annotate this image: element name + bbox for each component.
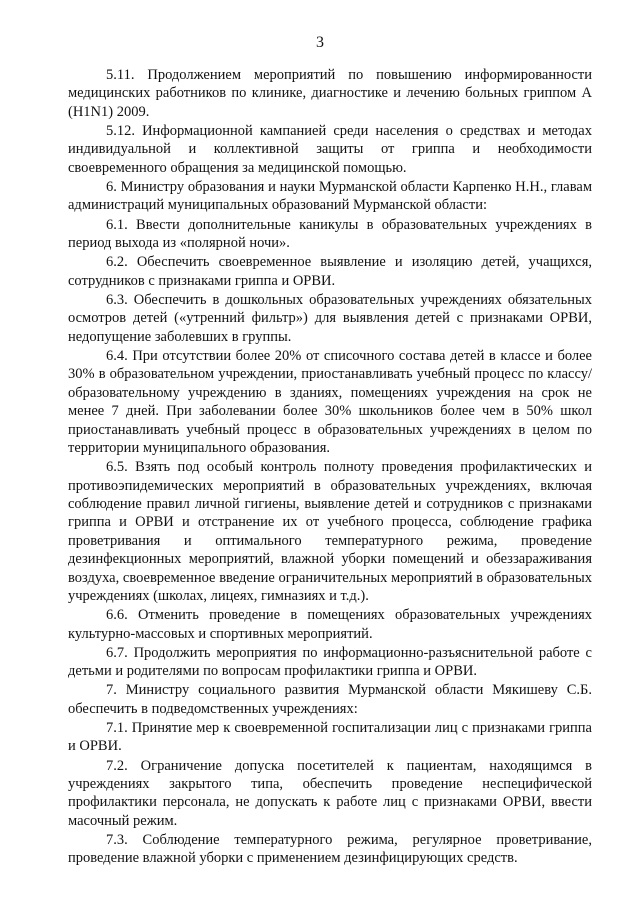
paragraph-6-5: 6.5. Взять под особый контроль полноту проведения профилактических и противоэпидемических мероприятий в образовательных учреждениях, включая соблюдение правил личной гигиены, выявление детей и сотрудников с признаками гриппа и ОРВИ и отстранение их от учебного процесса, соблюдение графика проветривания и оптимального температурного режима, проведение дезинфекционных мероприятий, влажной уборки помещений и обеззараживания воздуха, своевременное введение ограничительных мероприятий в образовательных учреждениях (школах, лицеях, гимназиях и т.д.). <box>68 459 592 604</box>
paragraph-6-6: 6.6. Отменить проведение в помещениях образовательных учреждениях культурно-массовых и спортивных мероприятий. <box>68 607 592 642</box>
paragraph-5-12: 5.12. Информационной кампанией среди населения о средствах и методах индивидуальной и коллективной защиты от гриппа и необходимости своевременного обращения за медицинской помощью. <box>68 123 592 176</box>
paragraph-6-7: 6.7. Продолжить мероприятия по информационно-разъяснительной работе с детьми и родителями по вопросам профилактики гриппа и ОРВИ. <box>68 644 592 680</box>
paragraph-6-4: 6.4. При отсутствии более 20% от списочного состава детей в классе и более 30% в образовательном учреждении, приостанавливать учебный процесс по классу/образовательному учреждению в зданиях, помещениях учреждения на срок не менее 7 дней. При заболевании более 30% школьников более чем в 50% школ приостанавливать учебный процесс в образовательных учреждениях в целом по территории муниципального образования. <box>68 347 592 456</box>
paragraph-7-1: 7.1. Принятие мер к своевременной госпитализации лиц с признаками гриппа и ОРВИ. <box>68 719 592 755</box>
paragraph-7-3: 7.3. Соблюдение температурного режима, регулярное проветривание, проведение влажной уборки с применением дезинфицирующих средств. <box>68 832 592 867</box>
paragraph-6-1: 6.1. Ввести дополнительные каникулы в образовательных учреждениях в период выхода из «полярной ночи». <box>68 216 592 252</box>
paragraph-6-2: 6.2. Обеспечить своевременное выявление и изоляцию детей, учащихся, сотрудников с признаками гриппа и ОРВИ. <box>68 254 592 289</box>
page-number: 3 <box>316 34 324 51</box>
paragraph-7-2: 7.2. Ограничение допуска посетителей к пациентам, находящимся в учреждениях закрытого типа, обеспечить проведение неспецифической профилактики персонала, не допускать к работе лиц с признаками ОРВИ, ввести масочный режим. <box>68 757 592 829</box>
paragraph-6: 6. Министру образования и науки Мурманской области Карпенко Н.Н., главам администраций муниципальных образований Мурманской области: <box>68 179 592 214</box>
document-body <box>68 66 592 868</box>
paragraph-5-11: 5.11. Продолжением мероприятий по повышению информированности медицинских работников по клинике, диагностике и лечению больных гриппом А (H1N1) 2009. <box>68 67 592 120</box>
paragraph-7: 7. Министру социального развития Мурманской области Мякишеву С.Б. обеспечить в подведомственных учреждениях: <box>68 682 592 717</box>
paragraph-6-3: 6.3. Обеспечить в дошкольных образовательных учреждениях обязательных осмотров детей («утренний фильтр») для выявления детей с признаками ОРВИ, недопущение заболевших в группы. <box>68 291 592 345</box>
